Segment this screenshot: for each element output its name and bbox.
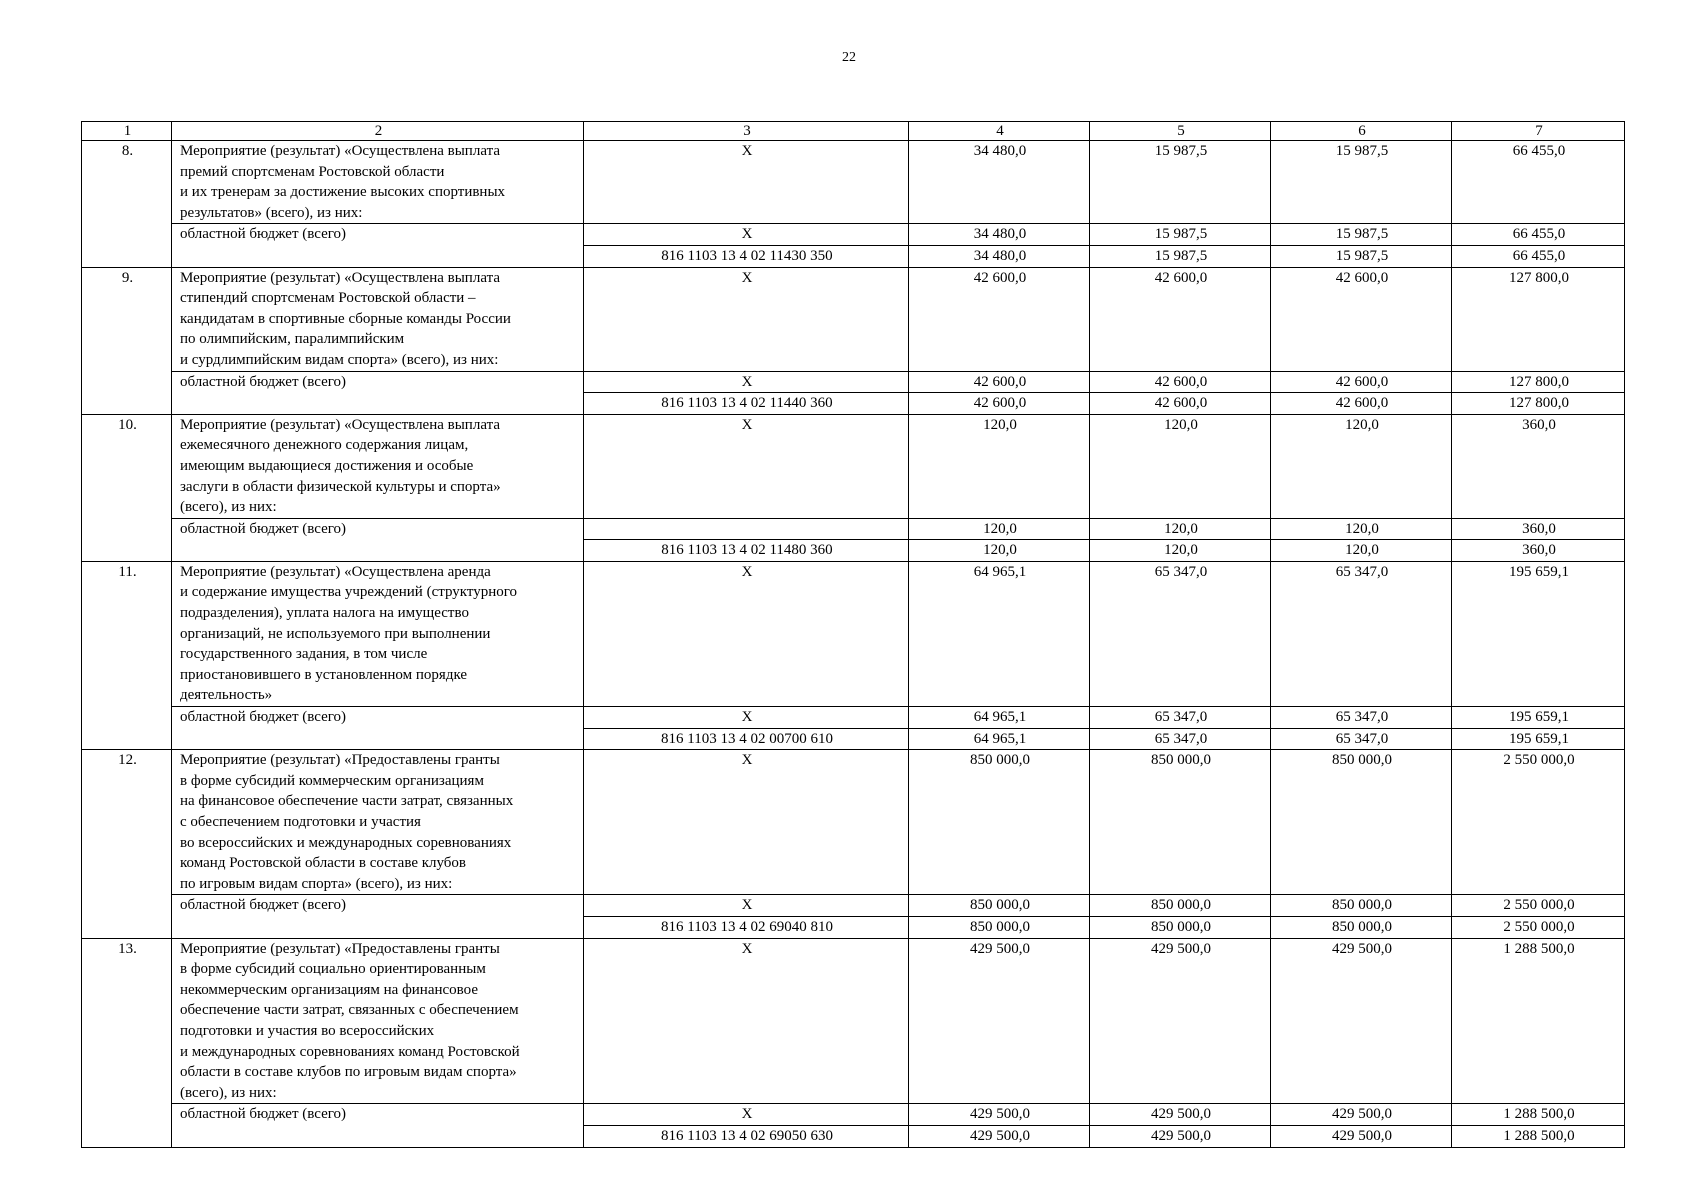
budget-table <box>81 121 1625 1148</box>
value-cell: 360,0 <box>1452 540 1625 562</box>
code-cell: Х <box>584 1104 909 1126</box>
value-cell: 65 347,0 <box>1090 728 1271 750</box>
value-cell: 429 500,0 <box>1271 938 1452 1104</box>
value-cell: 1 288 500,0 <box>1452 1104 1625 1126</box>
code-cell: Х <box>584 750 909 895</box>
measure-row <box>82 561 1625 706</box>
value-cell: 850 000,0 <box>909 750 1090 895</box>
regional-budget-row <box>82 707 1625 729</box>
value-cell: 127 800,0 <box>1452 393 1625 415</box>
value-cell: 120,0 <box>909 414 1090 518</box>
budget-classification-code: 816 1103 13 4 02 69050 630 <box>584 1125 909 1147</box>
value-cell: 66 455,0 <box>1452 141 1625 224</box>
row-number: 10. <box>82 414 172 561</box>
value-cell: 850 000,0 <box>1271 895 1452 917</box>
code-cell: Х <box>584 414 909 518</box>
value-cell: 34 480,0 <box>909 245 1090 267</box>
measure-title: Мероприятие (результат) «Осуществлена аренда и содержание имущества учреждений (структурного подразделения), уплата налога на имущество организаций, не используемого при выполнении государственного задания, в том числе приостановившего в установленном порядке деятельность» <box>172 561 584 706</box>
header-cell: 3 <box>584 122 909 141</box>
value-cell: 15 987,5 <box>1090 141 1271 224</box>
value-cell: 65 347,0 <box>1090 561 1271 706</box>
value-cell: 120,0 <box>1090 540 1271 562</box>
regional-budget-row <box>82 1104 1625 1126</box>
value-cell: 429 500,0 <box>1271 1125 1452 1147</box>
value-cell: 1 288 500,0 <box>1452 1125 1625 1147</box>
budget-label: областной бюджет (всего) <box>172 895 584 938</box>
value-cell: 15 987,5 <box>1090 224 1271 246</box>
budget-label: областной бюджет (всего) <box>172 224 584 267</box>
value-cell: 65 347,0 <box>1271 728 1452 750</box>
regional-budget-row <box>82 895 1625 917</box>
measure-row <box>82 750 1625 895</box>
value-cell: 429 500,0 <box>1271 1104 1452 1126</box>
value-cell: 850 000,0 <box>909 895 1090 917</box>
measure-title: Мероприятие (результат) «Осуществлена выплата премий спортсменам Ростовской области и их тренерам за достижение высоких спортивных результатов» (всего), из них: <box>172 141 584 224</box>
value-cell: 34 480,0 <box>909 224 1090 246</box>
value-cell: 127 800,0 <box>1452 267 1625 371</box>
header-cell: 4 <box>909 122 1090 141</box>
value-cell: 64 965,1 <box>909 728 1090 750</box>
value-cell: 64 965,1 <box>909 561 1090 706</box>
value-cell: 42 600,0 <box>909 267 1090 371</box>
code-cell <box>584 518 909 540</box>
value-cell: 66 455,0 <box>1452 224 1625 246</box>
value-cell: 429 500,0 <box>909 938 1090 1104</box>
regional-budget-row <box>82 518 1625 540</box>
code-cell: Х <box>584 224 909 246</box>
page-number: 22 <box>842 50 856 65</box>
value-cell: 15 987,5 <box>1271 245 1452 267</box>
value-cell: 2 550 000,0 <box>1452 916 1625 938</box>
budget-label: областной бюджет (всего) <box>172 371 584 414</box>
value-cell: 42 600,0 <box>1090 371 1271 393</box>
regional-budget-row <box>82 224 1625 246</box>
code-cell: Х <box>584 141 909 224</box>
measure-row <box>82 141 1625 224</box>
budget-classification-code: 816 1103 13 4 02 11430 350 <box>584 245 909 267</box>
value-cell: 65 347,0 <box>1271 707 1452 729</box>
budget-label: областной бюджет (всего) <box>172 518 584 561</box>
header-cell: 5 <box>1090 122 1271 141</box>
measure-title: Мероприятие (результат) «Предоставлены гранты в форме субсидий социально ориентированным некоммерческим организациям на финансовое обеспечение части затрат, связанных с обеспечением подготовки и участия во всероссийских и международных соревнованиях команд Ростовской области в составе клубов по игровым видам спорта» (всего), из них: <box>172 938 584 1104</box>
budget-label: областной бюджет (всего) <box>172 1104 584 1147</box>
value-cell: 66 455,0 <box>1452 245 1625 267</box>
row-number: 12. <box>82 750 172 938</box>
budget-classification-code: 816 1103 13 4 02 11440 360 <box>584 393 909 415</box>
header-cell: 7 <box>1452 122 1625 141</box>
value-cell: 65 347,0 <box>1271 561 1452 706</box>
value-cell: 195 659,1 <box>1452 707 1625 729</box>
value-cell: 34 480,0 <box>909 141 1090 224</box>
value-cell: 850 000,0 <box>1090 750 1271 895</box>
value-cell: 850 000,0 <box>1090 916 1271 938</box>
regional-budget-row <box>82 371 1625 393</box>
value-cell: 127 800,0 <box>1452 371 1625 393</box>
value-cell: 42 600,0 <box>909 393 1090 415</box>
budget-classification-code: 816 1103 13 4 02 69040 810 <box>584 916 909 938</box>
measure-title: Мероприятие (результат) «Осуществлена выплата стипендий спортсменам Ростовской области – кандидатам в спортивные сборные команды России по олимпийским, паралимпийским и сурдлимпийским видам спорта» (всего), из них: <box>172 267 584 371</box>
value-cell: 64 965,1 <box>909 707 1090 729</box>
code-cell: Х <box>584 707 909 729</box>
value-cell: 429 500,0 <box>909 1125 1090 1147</box>
code-cell: Х <box>584 938 909 1104</box>
row-number: 13. <box>82 938 172 1147</box>
value-cell: 850 000,0 <box>1090 895 1271 917</box>
value-cell: 15 987,5 <box>1271 141 1452 224</box>
measure-title: Мероприятие (результат) «Осуществлена выплата ежемесячного денежного содержания лицам, имеющим выдающиеся достижения и особые заслуги в области физической культуры и спорта» (всего), из них: <box>172 414 584 518</box>
value-cell: 15 987,5 <box>1271 224 1452 246</box>
value-cell: 42 600,0 <box>909 371 1090 393</box>
code-cell: Х <box>584 267 909 371</box>
value-cell: 360,0 <box>1452 518 1625 540</box>
value-cell: 120,0 <box>1271 414 1452 518</box>
value-cell: 195 659,1 <box>1452 561 1625 706</box>
value-cell: 120,0 <box>909 518 1090 540</box>
row-number: 11. <box>82 561 172 749</box>
value-cell: 850 000,0 <box>1271 916 1452 938</box>
value-cell: 120,0 <box>1090 414 1271 518</box>
value-cell: 2 550 000,0 <box>1452 750 1625 895</box>
budget-classification-code: 816 1103 13 4 02 00700 610 <box>584 728 909 750</box>
value-cell: 850 000,0 <box>909 916 1090 938</box>
value-cell: 429 500,0 <box>1090 1104 1271 1126</box>
value-cell: 65 347,0 <box>1090 707 1271 729</box>
value-cell: 42 600,0 <box>1090 267 1271 371</box>
budget-classification-code: 816 1103 13 4 02 11480 360 <box>584 540 909 562</box>
row-number: 8. <box>82 141 172 268</box>
value-cell: 15 987,5 <box>1090 245 1271 267</box>
value-cell: 429 500,0 <box>1090 1125 1271 1147</box>
measure-title: Мероприятие (результат) «Предоставлены гранты в форме субсидий коммерческим организациям на финансовое обеспечение части затрат, связанных с обеспечением подготовки и участия во всероссийских и международных соревнованиях команд Ростовской области в составе клубов по игровым видам спорта» (всего), из них: <box>172 750 584 895</box>
code-cell: Х <box>584 561 909 706</box>
value-cell: 195 659,1 <box>1452 728 1625 750</box>
value-cell: 429 500,0 <box>909 1104 1090 1126</box>
measure-row <box>82 414 1625 518</box>
header-cell: 1 <box>82 122 172 141</box>
budget-label: областной бюджет (всего) <box>172 707 584 750</box>
value-cell: 120,0 <box>1090 518 1271 540</box>
header-cell: 6 <box>1271 122 1452 141</box>
value-cell: 850 000,0 <box>1271 750 1452 895</box>
value-cell: 120,0 <box>1271 518 1452 540</box>
value-cell: 429 500,0 <box>1090 938 1271 1104</box>
value-cell: 120,0 <box>909 540 1090 562</box>
measure-row <box>82 938 1625 1104</box>
value-cell: 42 600,0 <box>1271 267 1452 371</box>
value-cell: 360,0 <box>1452 414 1625 518</box>
header-cell: 2 <box>172 122 584 141</box>
column-number-header-row <box>82 122 1625 141</box>
measure-row <box>82 267 1625 371</box>
value-cell: 120,0 <box>1271 540 1452 562</box>
value-cell: 42 600,0 <box>1271 371 1452 393</box>
row-number: 9. <box>82 267 172 414</box>
code-cell: Х <box>584 895 909 917</box>
code-cell: Х <box>584 371 909 393</box>
value-cell: 2 550 000,0 <box>1452 895 1625 917</box>
value-cell: 1 288 500,0 <box>1452 938 1625 1104</box>
value-cell: 42 600,0 <box>1090 393 1271 415</box>
value-cell: 42 600,0 <box>1271 393 1452 415</box>
